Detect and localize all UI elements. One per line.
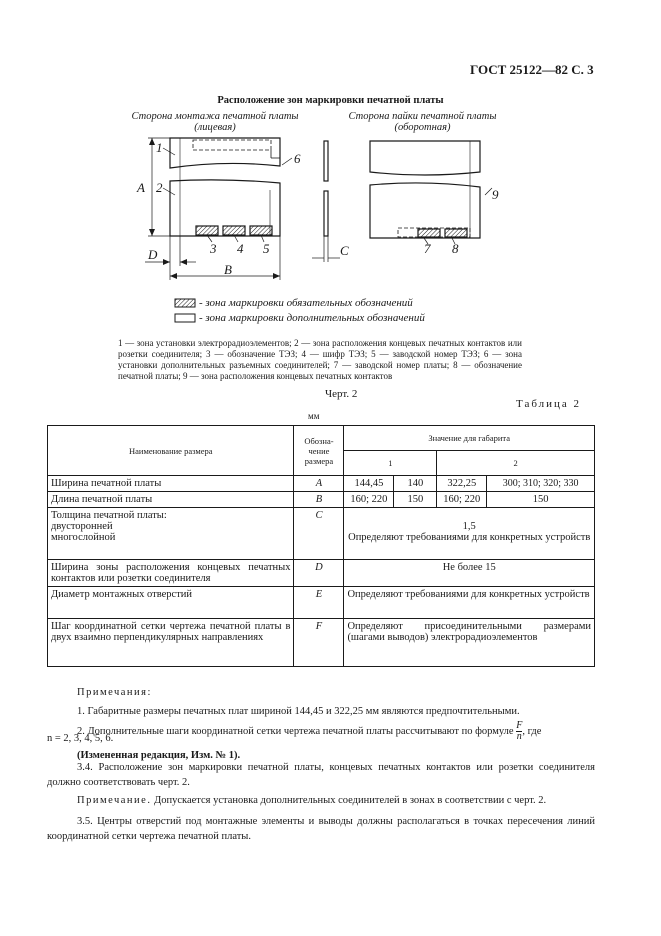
cell-name-line: Толщина печатной платы: <box>51 510 167 521</box>
cell-value: 144,45 <box>344 476 394 492</box>
label-7: 7 <box>424 241 431 256</box>
figure-legend-text: 1 — зона установки электрорадиоэлементов; 2 — зона расположения концевых печатных контактов или розетки соединителя; 3 — обозначение ТЭЗ; 4 — шифр ТЭЗ; 5 — заводской номер ТЭЗ; 6 — зона установки дополнительных разъемных соединителей; 7 — заводской номер платы; 8 — обозначение печатной платы; 9 — зона расположения концевых печатных контактов <box>118 338 522 381</box>
cell-value <box>344 508 595 560</box>
zone-7-hatch <box>418 229 440 237</box>
label-8: 8 <box>452 241 459 256</box>
table-unit: мм <box>308 411 320 421</box>
cell-value: Определяют требованиями для конкретных устройств <box>344 587 595 619</box>
note-text: Допускается установка дополнительных соединителей в зонах в соответствии с черт. 2. <box>154 795 547 806</box>
label-3: 3 <box>210 241 217 256</box>
cell-name: Длина печатной платы <box>48 492 294 508</box>
cell-name: Ширина печатной платы <box>48 476 294 492</box>
cell-value: 160; 220 <box>437 492 487 508</box>
label-2: 2 <box>156 180 163 195</box>
cell-symbol: A <box>294 476 344 492</box>
cell-value-line: Определяют требованиями для конкретных устройств <box>348 532 591 543</box>
note-2-continuation: n = 2, 3, 4, 5, 6. <box>47 733 114 744</box>
table-row <box>48 587 595 619</box>
legend-empty-swatch <box>175 314 195 322</box>
paragraph-3-5: 3.5. Центры отверстий под монтажные элементы и выводы должны располагаться в точках пересечения линий координатной сетки чертежа печатной платы. <box>47 816 595 842</box>
legend-swatches <box>170 297 200 327</box>
cell-name <box>48 508 294 560</box>
legend-additional: - зона маркировки дополнительных обозначений <box>199 312 425 324</box>
figure-title: Расположение зон маркировки печатной платы <box>217 95 444 106</box>
table-row <box>48 619 595 667</box>
header-name: Наименование размера <box>48 426 294 476</box>
cell-symbol: E <box>294 587 344 619</box>
zone-4-hatch <box>223 226 245 235</box>
notes-block <box>77 683 587 742</box>
label-6: 6 <box>294 151 301 166</box>
left-caption-line: Сторона монтажа печатной платы <box>131 111 299 122</box>
right-caption-sub: (оборотная) <box>394 122 451 133</box>
zone-3-hatch <box>196 226 218 235</box>
label-1: 1 <box>156 140 163 155</box>
edition-mark: (Измененная редакция, Изм. № 1). <box>77 750 241 761</box>
cell-value: Определяют присоединительными размерами (шагами выводов) электрорадиоэлементов <box>344 619 595 667</box>
legend-hatched-swatch <box>175 299 195 307</box>
label-4: 4 <box>237 241 244 256</box>
cell-name-line: двусторонней <box>51 521 113 532</box>
dim-label-D: D <box>148 247 158 262</box>
dim-label-C: C <box>340 243 349 258</box>
right-caption-line: Сторона пайки печатной платы <box>348 111 497 122</box>
cell-value: 150 <box>487 492 595 508</box>
left-caption-sub: (лицевая) <box>194 122 236 133</box>
cell-name: Диаметр монтажных отверстий <box>48 587 294 619</box>
header-gabarit-2: 2 <box>437 451 595 476</box>
table-row <box>48 476 595 492</box>
formula-denominator: n <box>516 731 522 742</box>
note-1: 1. Габаритные размеры печатных плат шириной 144,45 и 322,25 мм являются предпочтительными. <box>77 706 520 717</box>
header-gabarit-1: 1 <box>344 451 437 476</box>
figure-caption: Черт. 2 <box>325 388 358 400</box>
table-header-row <box>48 426 595 451</box>
dim-label-A: A <box>137 180 145 195</box>
page-header: ГОСТ 25122—82 С. 3 <box>470 62 594 77</box>
note-2-tail: , где <box>522 725 542 737</box>
label-5: 5 <box>263 241 270 256</box>
front-side-board <box>170 138 280 236</box>
zone-8-hatch <box>445 229 467 237</box>
board-drawing <box>0 0 661 330</box>
notes-heading: Примечания: <box>77 687 152 698</box>
note-paragraph <box>77 793 597 808</box>
cell-value: 322,25 <box>437 476 487 492</box>
note-heading: Примечание. <box>77 795 152 806</box>
cell-name: Шаг координатной сетки чертежа печатной платы в двух взаимно перпендикулярных направлениях <box>48 619 294 667</box>
cell-symbol: C <box>294 508 344 560</box>
header-symbol: Обозна-чение размера <box>294 426 344 476</box>
cell-value: Не более 15 <box>344 560 595 587</box>
note-2 <box>77 721 587 742</box>
cell-name-line: многослойной <box>51 532 116 543</box>
cell-symbol: F <box>294 619 344 667</box>
label-9: 9 <box>492 187 499 202</box>
table-label: Таблица 2 <box>516 398 582 410</box>
board-edge-view <box>312 141 340 262</box>
zone-5-hatch <box>250 226 272 235</box>
legend-mandatory: - зона маркировки обязательных обозначений <box>199 297 413 309</box>
cell-value: 300; 310; 320; 330 <box>487 476 595 492</box>
table-row <box>48 560 595 587</box>
cell-symbol: D <box>294 560 344 587</box>
cell-value: 140 <box>394 476 437 492</box>
note-2-text: 2. Дополнительные шаги координатной сетки чертежа печатной платы рассчитывают по формуле <box>77 725 514 737</box>
cell-symbol: B <box>294 492 344 508</box>
solder-side-board <box>370 141 480 238</box>
dim-label-B: B <box>224 262 232 277</box>
cell-name: Ширина зоны расположения концевых печатных контактов или розетки соединителя <box>48 560 294 587</box>
paragraph-3-4: 3.4. Расположение зон маркировки печатной платы, концевых печатных контактов или розетки соединителя должно соответствовать черт. 2. <box>47 762 595 788</box>
formula-numerator: F <box>516 720 523 731</box>
cell-value: 160; 220 <box>344 492 394 508</box>
table-row <box>48 508 595 560</box>
cell-value-line: 1,5 <box>462 521 476 532</box>
header-value: Значение для габарита <box>344 426 595 451</box>
dimensions-table <box>47 425 595 667</box>
table-row <box>48 492 595 508</box>
cell-value: 150 <box>394 492 437 508</box>
